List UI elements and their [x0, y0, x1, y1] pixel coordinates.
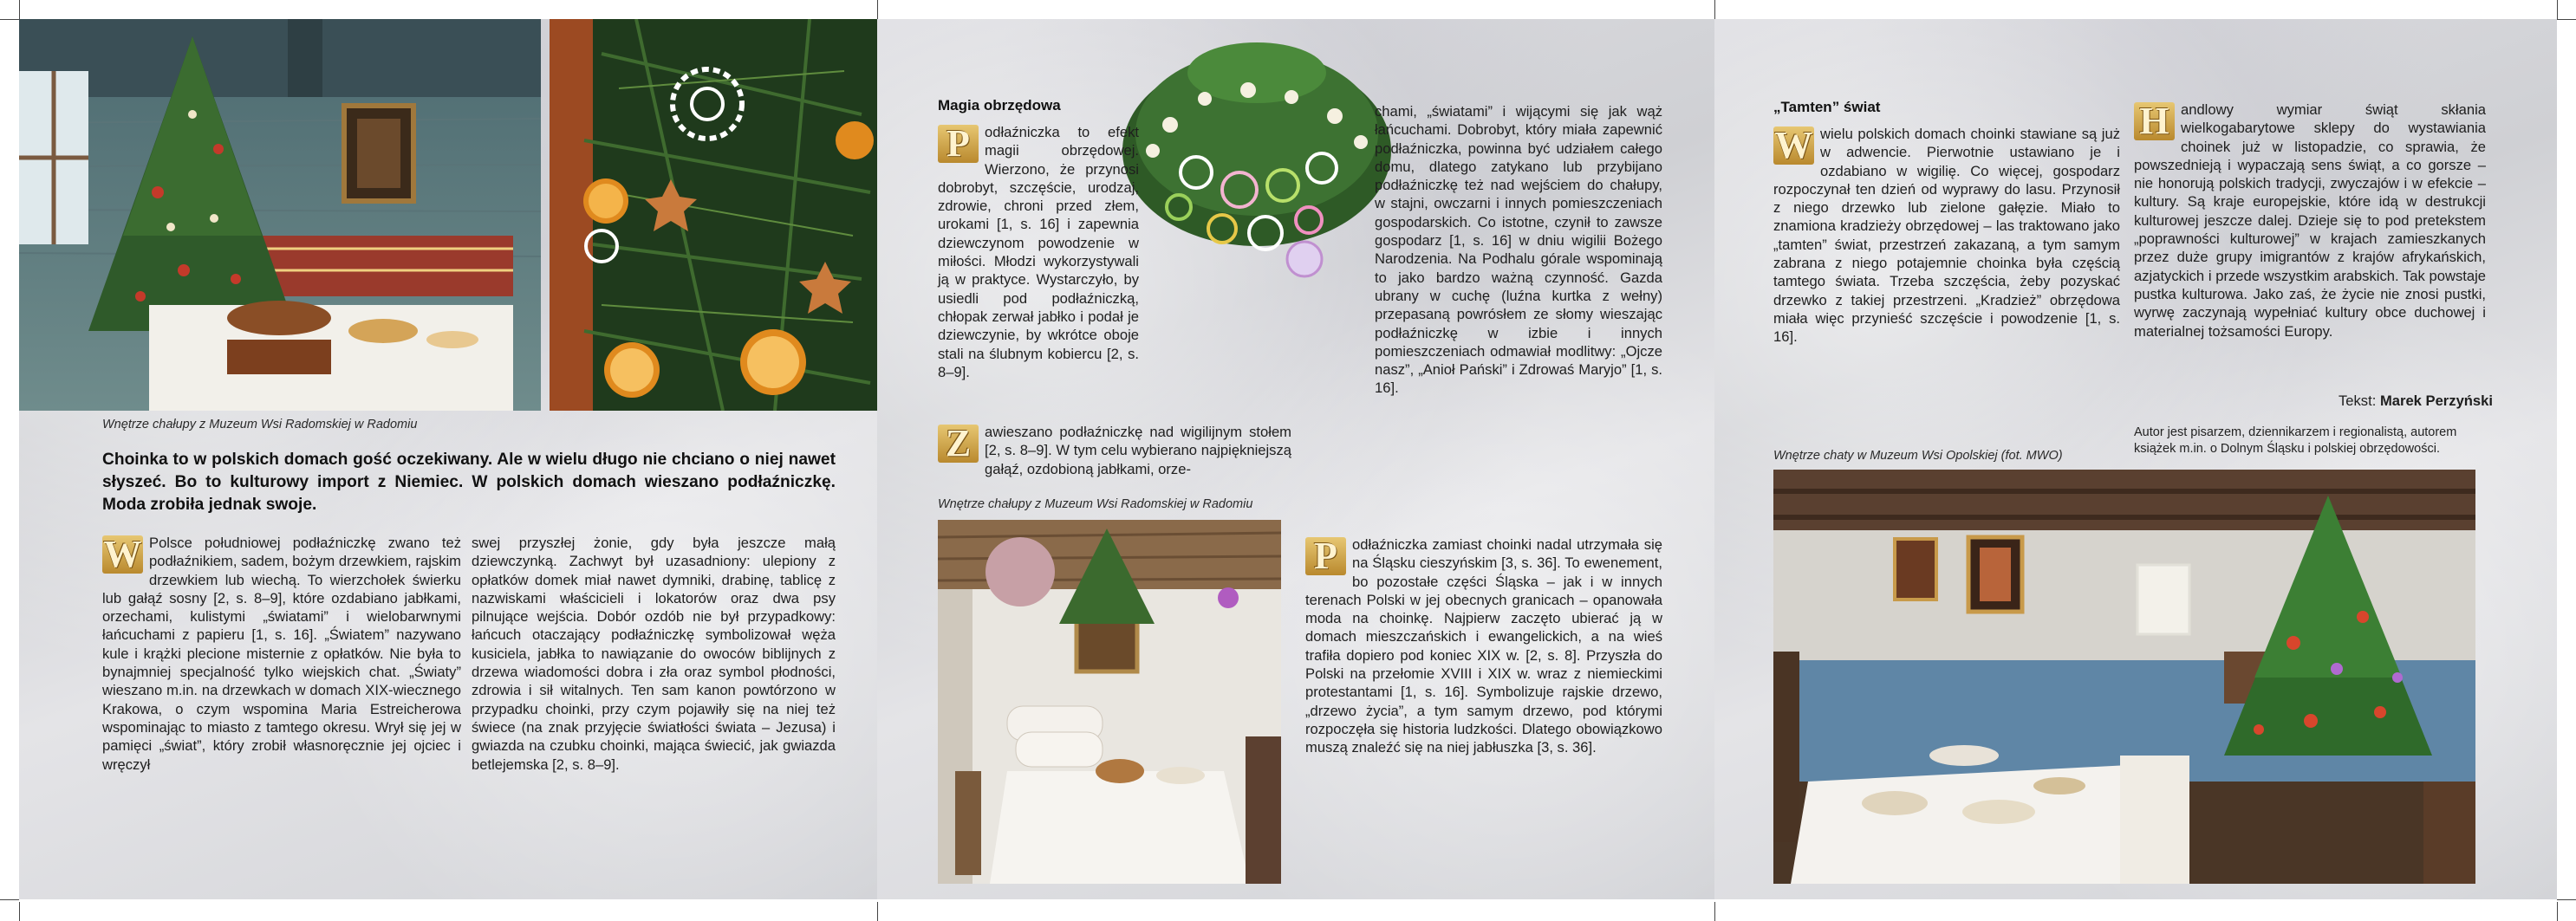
crop-mark: [2557, 899, 2576, 900]
photo-caption: Wnętrze chaty w Muzeum Wsi Opolskiej (fot. MWO): [1773, 449, 2063, 463]
drop-cap: P: [938, 125, 979, 163]
text-column-2-top: chami, „światami” i wijącymi się jak wąż łańcuchami. Dobrobyt, który miała zapewnić podłaźniczka, powinna być udziałem całego domu, dlatego zatykano lub przybijano podłaźniczkę też nad wejściem do chałupy, w stajni, owczarni i innych pomieszczeniach gospodarskich. Co istotne, czynił to zawsze gospodarz [1, s. 16] w dniu wigilii Bożego Narodzenia. Na Podhalu górale wspominają to jako bardzo ważną czynność. Gazda ubrany w cuchę (luźna kurtka z wełny) przepasaną powrósłem ze słomy wieszając podłaźniczkę w izbie i innych pomieszczeniach odmawiał modlitwy: „Ojcze nasz”, „Anioł Pański” i Zdrowaś Maryjo” [1, s. 16].: [1375, 103, 1662, 397]
drop-cap: P: [1305, 537, 1346, 575]
drop-cap: Z: [938, 425, 979, 463]
author-credit: Tekst: Marek Perzyński: [2338, 392, 2493, 409]
crop-mark: [19, 902, 20, 921]
crop-mark: [1714, 0, 1715, 19]
crop-mark: [1714, 902, 1715, 921]
text-column-2: H andlowy wymiar świąt skłania wielkogabarytowe sklepy do wystawiania choinek już w listopadzie, co sprawia, że powszednieją i wypaczają sens świąt, a co gorsze – nie honorują polskich tradycji, zwyczajów i w efekcie – kultury. Są kraje europejskie, które idą w destrukcji kulturowej jeszcze dalej. Dzieje się to pod pretekstem „poprawności kulturowej” w krajach zamieszkanych przez duże grupy imigrantów z krajów afrykańskich, azjatyckich i przede wszystkim arabskich. Tak powstaje pustka kulturowa. Jako zaś, że życie nie znosi pustki, wyrwę zaczynają wypełniać kultury obce duchowej i materialnej tożsamości Europy.: [2134, 101, 2486, 340]
crop-mark: [877, 0, 878, 19]
photo-tree-ornaments: [550, 19, 877, 411]
crop-mark: [2557, 0, 2558, 19]
text-column-2-bottom: P odłaźniczka zamiast choinki nadal utrzymała się na Śląsku cieszyńskim [3, s. 36]. To ewenement, bo pozostałe części Śląska – jak i w innych terenach Polski w jej obecnych granicach – opanowała moda na choinkę. Najpierw zaczęto ubierać ją w domach mieszczańskich i ewangelickich, a na wieś trafiła dopiero pod koniec XIX w. [2, s. 8]. Przyszła do Polski na przełomie XVIII i XIX w. wraz z niemieckimi protestantami [1, s. 16]. Symbolizuje rajskie drzewo, „drzewo życia”, a tym samym drzewo, pod którymi rozpoczęła się historia ludzkości. Dlatego obowiązkowo muszą znaleźć się na niej jabłuszka [3, s. 36].: [1305, 536, 1662, 756]
text-column-1-top: P odłaźniczka to efekt magii obrzędowej. Wierzono, że przynosi dobrobyt, szczęście, urodzaj, zdrowie, chroni przed złem, urokami [1, s. 16] i zapewnia dziewczynom powodzenie w miłości. Młodzi wykorzystywali ją w praktyce. Wystarczyło, by usiedli pod podłaźniczką, chłopak zerwał jabłko i podał je dziewczynie, by wkrótce oboje stali na ślubnym kobiercu [2, s. 8–9].: [938, 124, 1139, 380]
drop-cap: W: [1774, 126, 1813, 165]
photo-cottage-interior-opole: [1773, 470, 2475, 884]
text-column-2: swej przyszłej żonie, gdy była jeszcze małą dziewczynką. Zachwyt był uzasadniony: ulepiony z opłatków domek miał nawet dymniki, drabinę, tablicę z nazwiskami właścicieli i lokatorów oraz dwa psy pilnujące wejścia. Dobór ozdób nie był przypadkowy: łańcuch otaczający podłaźniczkę symbolizował węża kusiciela, jabłka to nawiązanie do owoców biblijnych z drzewa wiadomości dobra i zła oraz symbol płodności, zdrowia i sił witalnych. Ten sam kanon powtórzono w przypadku choinki, przy czym pojawiły się na niej też świece (na znak przyjęcie światłości świata – Jezusa) i gwiazda na czubku choinki, mająca świecić, jak gwiazda betlejemska [2, s. 8–9].: [472, 535, 836, 773]
section-heading: Magia obrzędowa: [938, 97, 1061, 114]
brochure-panel-left: [19, 19, 877, 899]
photo-podlazniczka-wreath: [1118, 21, 1395, 288]
drop-cap: W: [103, 535, 142, 574]
drop-cap: H: [2134, 102, 2175, 140]
crop-mark: [2557, 19, 2576, 20]
lead-paragraph: Choinka to w polskich domach gość oczekiwany. Ale w wielu długo nie chciano o niej nawet słyszeć. Bo to kulturowy import z Niemiec. W polskich domach wieszano podłaźniczkę. Moda zrobiła jednak swoje.: [102, 451, 836, 514]
author-bio: Autor jest pisarzem, dziennikarzem i regionalistą, autorem książek m.in. o Dolnym Śląsku i polskiej obrzędowości.: [2134, 425, 2457, 456]
crop-mark: [877, 902, 878, 921]
photo-caption: Wnętrze chałupy z Muzeum Wsi Radomskiej w Radomiu: [938, 497, 1253, 511]
text-column-1: W Polsce południowej podłaźniczkę zwano też podłaźnikiem, sadem, bożym drzewkiem, rajskim drzewkiem lub wiechą. To wierzchołek świerku lub gałąź sosny [2, s. 8–9], które ozdabiano jabłkami, orzechami, kulistymi „światami” i wielobarwnymi łańcuchami z papieru [1, s. 16]. „Światem” nazywano kule i krążki plecione misternie z opłatków. Nie była to bynajmniej specjalność tylko wiejskich chat. „Światy” wieszano m.in. na drzewkach w domach XIX-wiecznego Krakowa, o czym wspomina Maria Estreicherowa wspominając to miasto z tamtego okresu. Wrył się jej w pamięci „świat”, który zrobił własnoręcznie jej ojciec i wręczył: [102, 535, 461, 773]
crop-mark: [19, 0, 20, 19]
photo-caption: Wnętrze chałupy z Muzeum Wsi Radomskiej w Radomiu: [102, 418, 418, 431]
text-column-1: W wielu polskich domach choinki stawiane są już w adwencie. Pierwotnie ustawiano je i ozdabiano w wigilię. Co więcej, gospodarz rozpoczynał ten dzień od wyprawy do lasu. Przynosił z niego drzewko lub zielone gałęzie. Miało to znamiona kradzieży obrzędowej – las traktowano jako „tamten” świat, przestrzeń zakazaną, a tym samym zabrana z niego potajemnie choinka była częścią tamtego świata. Trzeba szczęścia, żeby pozyskać drzewko z takiej przestrzeni. „Kradzież” obrzędowa miała więc przynieść szczęście i powodzenie [1, s. 16].: [1773, 126, 2120, 346]
brochure-panel-right: [1714, 19, 2557, 899]
brochure-panel-middle: [877, 19, 1714, 899]
section-heading: „Tamten” świat: [1773, 99, 1881, 115]
text-column-1-bottom: Z awieszano podłaźniczkę nad wigilijnym stołem [2, s. 8–9]. W tym celu wybierano najpiękniejszą gałąź, ozdobioną jabłkami, orze-: [938, 423, 1291, 478]
crop-mark: [0, 19, 19, 20]
crop-mark: [2557, 902, 2558, 921]
photo-cottage-table-radom: [938, 520, 1281, 884]
photo-cottage-interior-radom: [19, 19, 541, 411]
crop-mark: [0, 899, 19, 900]
